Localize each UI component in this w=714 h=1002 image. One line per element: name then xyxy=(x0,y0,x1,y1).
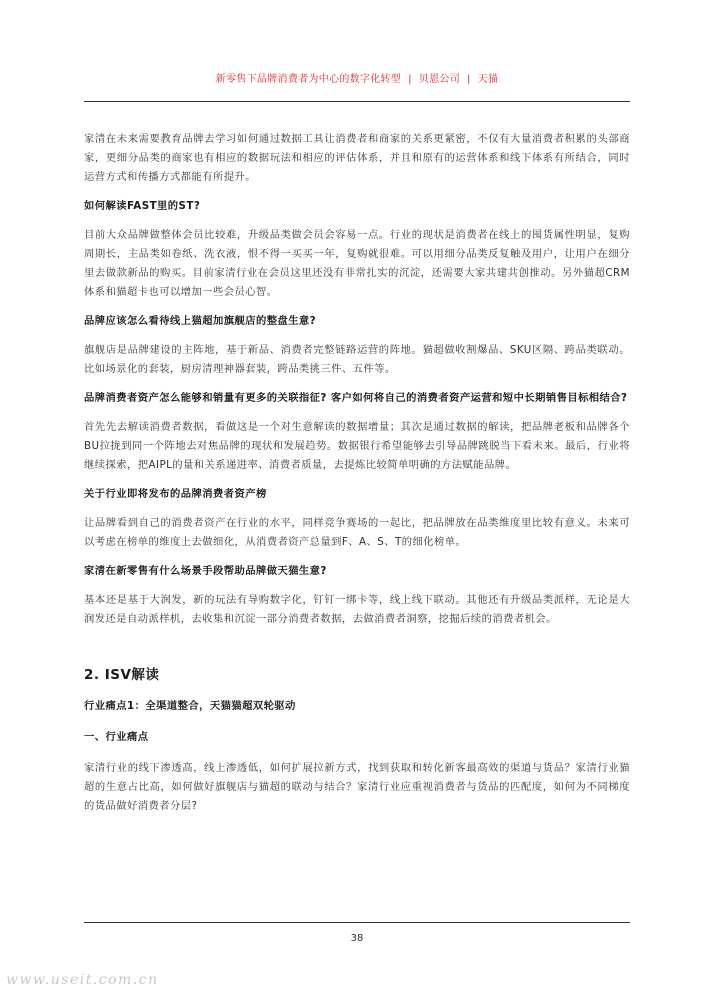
section-title: 2. ISV解读 xyxy=(84,667,160,683)
question-heading: 品牌应该怎么看待线上猫超加旗舰店的整盘生意? xyxy=(84,315,317,327)
paragraph: 首先先去解读消费者数据，看做这是一个对生意解读的数据增量；其次是通过数据的解读，把品牌老板和品牌各个BU拉拢到同一个阵地去对焦品牌的现状和发展趋势。数据银行希望能够去引导品牌跳脱当下看未来。最后，行业将继续探索，把AIPL的量和关系递进率、消费者质量，去提炼比较简单明确的方法赋能品牌。 xyxy=(84,421,630,471)
header-title: 新零售下品牌消费者为中心的数字化转型 xyxy=(215,74,402,85)
header-rule xyxy=(84,101,630,102)
header-partner: 天猫 xyxy=(477,74,499,85)
running-header xyxy=(84,70,630,85)
header-separator: | xyxy=(467,74,471,85)
header-company: 贝恩公司 xyxy=(418,74,460,85)
page-number: 38 xyxy=(350,933,364,944)
paragraph: 家清在未来需要教育品牌去学习如何通过数据工具让消费者和商家的关系更紧密，不仅有大量消费者积累的头部商家，更细分品类的商家也有相应的数据玩法和相应的评估体系，并且和原有的运营体系和线下体系有所结合，同时运营方式和传播方式都能有所提升。 xyxy=(84,133,630,183)
question-heading: 品牌消费者资产怎么能够和销量有更多的关联指征? 客户如何将自己的消费者资产运营和短中长期销售目标相结合? xyxy=(84,392,628,404)
paragraph: 旗舰店是品牌建设的主阵地，基于新品、消费者完整链路运营的阵地。猫超做收割爆品、SKU区隔、跨品类联动。比如场景化的套装，厨房清理神器套装，跨品类挑三件、五件等。 xyxy=(84,344,630,375)
paragraph: 让品牌看到自己的消费者资产在行业的水平，同样竞争赛场的一起比，把品牌放在品类维度里比较有意义。未来可以考虑在榜单的维度上去做细化，从消费者资产总量到F、A、S、T的细化榜单。 xyxy=(84,517,630,548)
question-heading: 关于行业即将发布的品牌消费者资产榜 xyxy=(84,488,267,500)
header-separator: | xyxy=(408,74,412,85)
paragraph: 基本还是基于大润发，新的玩法有导购数字化，钉钉一绑卡等，线上线下联动。其他还有升级品类派样，无论是大润发还是自动派样机，去收集和沉淀一部分消费者数据，去做消费者洞察，挖掘后续的消费者机会。 xyxy=(84,594,630,625)
section-subtitle: 行业痛点1：全渠道整合，天猫猫超双轮驱动 xyxy=(84,700,296,712)
page-body xyxy=(84,130,630,826)
paragraph: 目前大众品牌做整体会员比较难，升级品类做会员会容易一点。行业的现状是消费者在线上的囤货属性明显，复购周期长，主品类如卷纸、洗衣液，恨不得一买买一年，复购就很难。可以用细分品类反复触及用户，让用户在细分里去做款新品的购买。目前家清行业在会员这里还没有非常扎实的沉淀，还需要大家共建共创推动。另外猫超CRM体系和猫超卡也可以增加一些会员心智。 xyxy=(84,229,630,298)
watermark: www.useit.com.cn xyxy=(6,972,159,988)
footer-rule xyxy=(84,922,630,923)
question-heading: 家清在新零售有什么场景手段帮助品牌做天猫生意? xyxy=(84,565,327,577)
section-paragraph: 家清行业的线下渗透高，线上渗透低，如何扩展拉新方式，找到获取和转化新客最高效的渠道与货品？家清行业猫超的生意占比高，如何做好旗舰店与猫超的联动与结合？家清行业应重视消费者与货品的匹配度，如何为不同梯度的货品做好消费者分层? xyxy=(84,762,630,812)
section-point-heading: 一、行业痛点 xyxy=(84,731,149,743)
question-heading: 如何解读FAST里的ST? xyxy=(84,200,201,212)
